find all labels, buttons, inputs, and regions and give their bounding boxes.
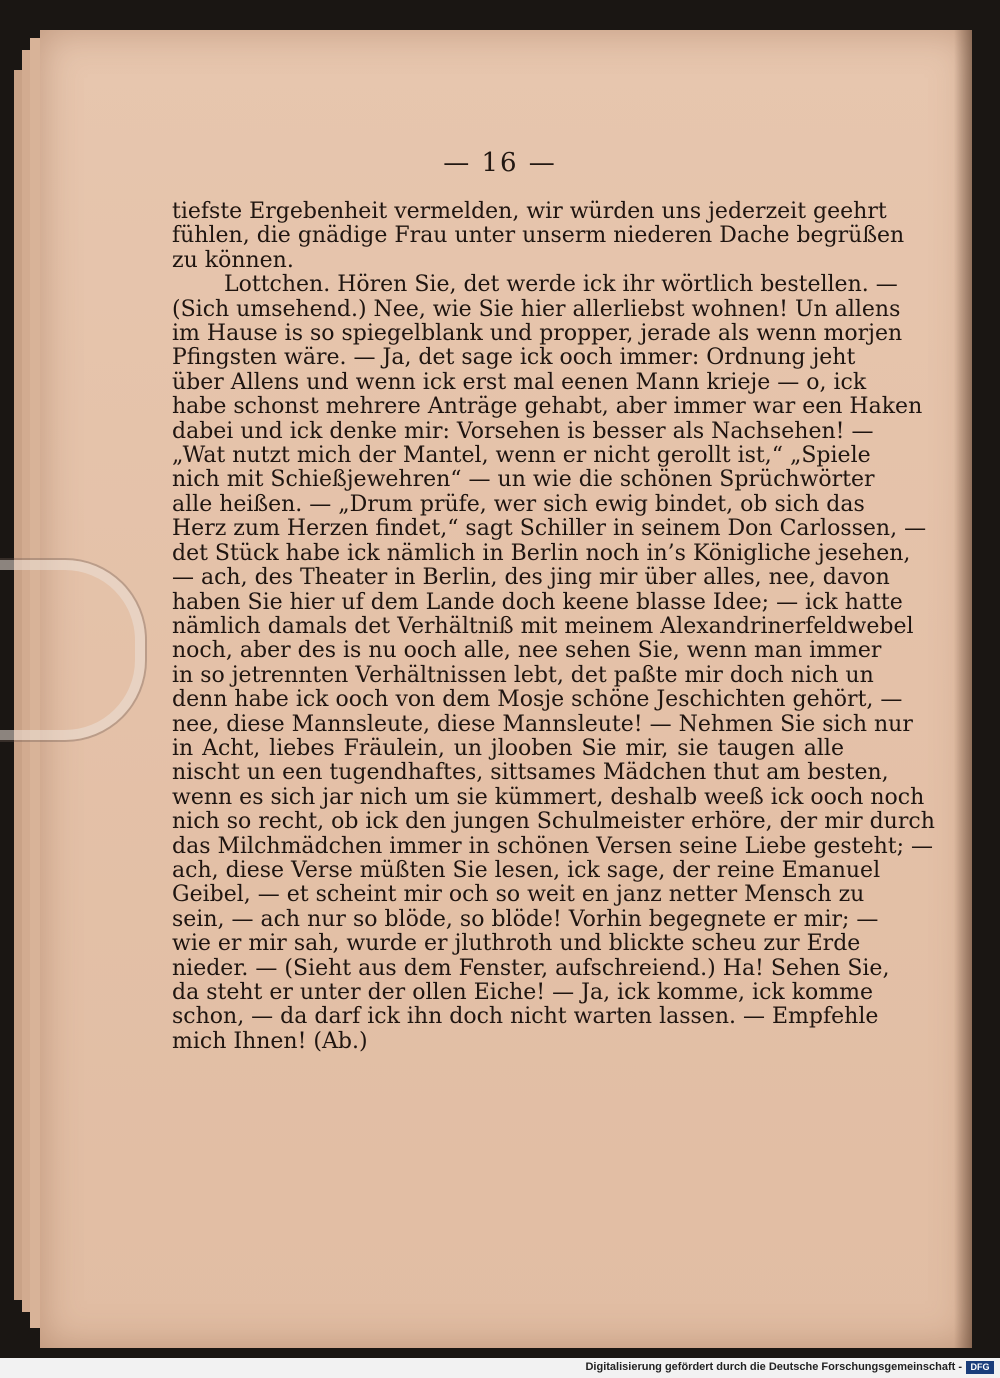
text-line: Herz zum Herzen findet,“ sagt Schiller in seinem Don Carlossen, — <box>172 516 927 542</box>
text-line: det Stück habe ick nämlich in Berlin noch in’s Königliche jesehen, <box>172 540 911 566</box>
text-line: über Allens und wenn ick erst mal eenen Mann krieje — o, ick <box>172 369 867 395</box>
text-line: dabei und ick denke mir: Vorsehen is besser als Nachsehen! — <box>172 418 874 444</box>
text-line: das Milchmädchen immer in schönen Versen seine Liebe gesteht; — <box>172 833 933 859</box>
text-line: da steht er unter der ollen Eiche! — Ja, ick komme, ick komme <box>172 980 874 1005</box>
paper-clip <box>0 560 145 740</box>
text-line: im Hause is so spiegelblank und propper, jerade als wenn morjen <box>172 321 903 347</box>
dfg-logo: DFG <box>966 1361 994 1374</box>
text-line: alle heißen. — „Drum prüfe, wer sich ewig bindet, ob sich das <box>172 491 865 517</box>
text-line: noch, aber des is nu ooch alle, nee sehen Sie, wenn man immer <box>172 638 882 664</box>
text-line: zu können. <box>172 247 294 273</box>
text-line: schon, — da darf ick ihn doch nicht warten lassen. — Empfehle <box>172 1004 879 1030</box>
text-line: nich so recht, ob ick den jungen Schulmeister erhöre, der mir durch <box>172 809 935 835</box>
text-line: nämlich damals det Verhältniß mit meinem Alexandrinerfeldwebel <box>172 613 914 639</box>
text-line: Lottchen. Hören Sie, det werde ick ihr wörtlich bestellen. — <box>224 272 898 298</box>
text-line: sein, — ach nur so blöde, so blöde! Vorhin begegnete er mir; — <box>172 906 879 932</box>
text-line: nischt un een tugendhaftes, sittsames Mädchen thut am besten, <box>172 760 889 786</box>
text-line: nee, diese Mannsleute, diese Mannsleute! — Nehmen Sie sich nur <box>172 711 913 737</box>
text-line: Pfingsten wäre. — Ja, det sage ick ooch immer: Ordnung jeht <box>172 345 856 371</box>
text-line: — ach, des Theater in Berlin, des jing mir über alles, nee, davon <box>172 565 890 591</box>
page-number: — 16 — <box>443 148 557 178</box>
page-body-text <box>172 199 935 1054</box>
text-line: habe schonst mehrere Anträge gehabt, aber immer war een Haken <box>172 394 923 420</box>
text-line: in so jetrennten Verhältnissen lebt, det paßte mir doch nich un <box>172 662 874 688</box>
text-line: (Sich umsehend.) Nee, wie Sie hier allerliebst wohnen! Un allens <box>172 296 901 322</box>
text-line: „Wat nutzt mich der Mantel, wenn er nicht gerollt ist,“ „Spiele <box>172 443 871 469</box>
text-line: nieder. — (Sieht aus dem Fenster, aufschreiend.) Ha! Sehen Sie, <box>172 955 890 981</box>
text-line: mich Ihnen! (Ab.) <box>172 1028 368 1054</box>
text-line: denn habe ick ooch von dem Mosje schöne Jeschichten gehört, — <box>172 687 903 713</box>
text-line: nich mit Schießjewehren“ — un wie die schönen Sprüchwörter <box>172 467 875 493</box>
funding-credit: Digitalisierung gefördert durch die Deutsche Forschungsgemeinschaft - <box>585 1361 962 1373</box>
text-line: wie er mir sah, wurde er jluthroth und blickte scheu zur Erde <box>172 931 861 957</box>
text-line: wenn es sich jar nich um sie kümmert, deshalb weeß ick ooch noch <box>172 784 925 810</box>
text-line: ach, diese Verse müßten Sie lesen, ick sage, der reine Emanuel <box>172 857 881 883</box>
text-line: in Acht, liebes Fräulein, un jlooben Sie mir, sie taugen alle <box>172 735 844 761</box>
text-line: tiefste Ergebenheit vermelden, wir würden uns jederzeit geehrt <box>172 199 887 224</box>
text-line: haben Sie hier uf dem Lande doch keene blasse Idee; — ick hatte <box>172 589 903 615</box>
text-line: fühlen, die gnädige Frau unter unserm niederen Dache begrüßen <box>172 223 905 249</box>
text-line: Geibel, — et scheint mir och so weit en janz netter Mensch zu <box>172 882 865 908</box>
